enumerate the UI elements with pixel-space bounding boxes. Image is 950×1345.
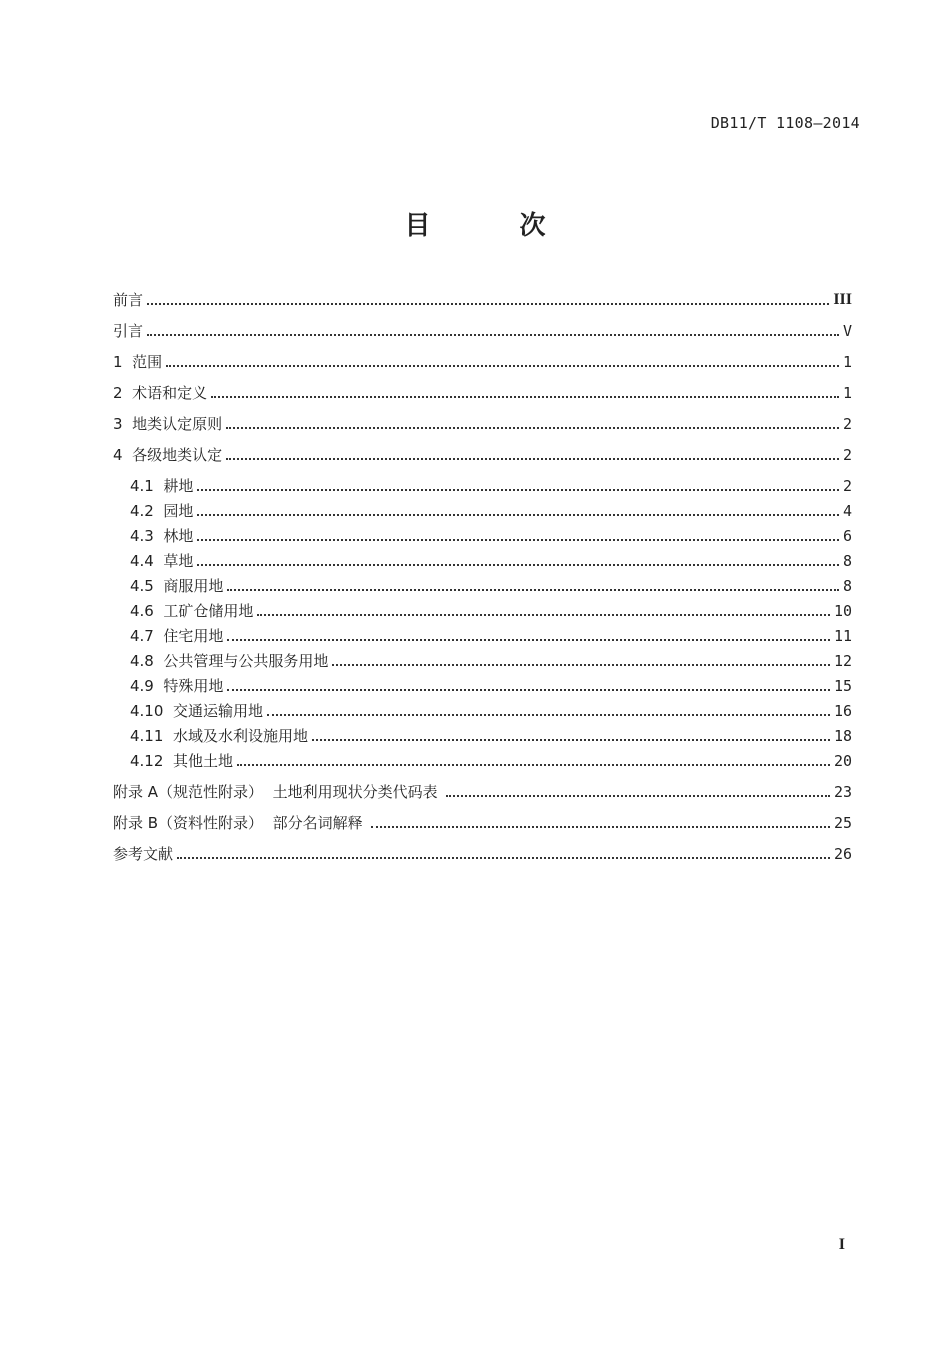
toc-entry-label: 附录 B（资料性附录） 部分名词解释 <box>113 814 368 832</box>
toc-entry-label: 参考文献 <box>113 845 174 863</box>
toc-entry[interactable] <box>130 522 852 546</box>
toc-entry-label: 各级地类认定 <box>132 446 223 464</box>
document-code: DB11/T 1108—2014 <box>710 114 860 132</box>
toc-entry[interactable] <box>113 809 852 833</box>
toc-leader-dots <box>147 333 839 336</box>
toc-entry-page: 23 <box>833 783 852 801</box>
toc-entry[interactable] <box>113 441 852 465</box>
toc-entry-number: 4.8 <box>130 652 164 670</box>
toc-entry-number: 4.2 <box>130 502 164 520</box>
toc-entry[interactable] <box>130 497 852 521</box>
toc-leader-dots <box>227 688 830 691</box>
toc-entry[interactable] <box>130 672 852 696</box>
toc-entry-label: 公共管理与公共服务用地 <box>163 652 329 670</box>
toc-entry-page: 11 <box>833 627 852 645</box>
toc-entry-page: 2 <box>842 477 852 495</box>
toc-entry-page: 2 <box>842 446 852 464</box>
toc-entry[interactable] <box>113 778 852 802</box>
toc-entry-page: 25 <box>833 814 852 832</box>
toc-leader-dots <box>166 364 839 367</box>
toc-entry-number: 4.6 <box>130 602 164 620</box>
toc-entry[interactable] <box>130 697 852 721</box>
toc-leader-dots <box>177 856 830 859</box>
toc-entry-number: 4.7 <box>130 627 164 645</box>
toc-leader-dots <box>147 302 829 305</box>
toc-entry-page: 8 <box>842 577 852 595</box>
toc-entry-page: 16 <box>833 702 852 720</box>
toc-entry-number: 2 <box>113 384 133 402</box>
toc-entry-label: 地类认定原则 <box>132 415 223 433</box>
toc-leader-dots <box>371 825 830 828</box>
toc-entry-page: 2 <box>842 415 852 433</box>
toc-leader-dots <box>197 563 839 566</box>
toc-leader-dots <box>227 638 830 641</box>
toc-entry-page: 10 <box>833 602 852 620</box>
toc-entry[interactable] <box>130 572 852 596</box>
toc-entry-label: 术语和定义 <box>132 384 208 402</box>
toc-entry-label: 园地 <box>163 502 194 520</box>
toc-leader-dots <box>226 426 839 429</box>
toc-leader-dots <box>197 513 839 516</box>
toc-entry-number: 4.4 <box>130 552 164 570</box>
toc-leader-dots <box>267 713 830 716</box>
toc-entry-number: 4.1 <box>130 477 164 495</box>
toc-entry-label: 引言 <box>113 322 144 340</box>
toc-entry-label: 住宅用地 <box>163 627 224 645</box>
toc-leader-dots <box>332 663 830 666</box>
toc-entry[interactable] <box>113 379 852 403</box>
toc-leader-dots <box>197 488 839 491</box>
toc-entry-number: 4 <box>113 446 133 464</box>
toc-entry-label: 范围 <box>132 353 163 371</box>
toc-entry[interactable] <box>113 410 852 434</box>
toc-entry-number: 1 <box>113 353 133 371</box>
toc-entry-page: V <box>842 322 852 340</box>
toc-entry-label: 耕地 <box>163 477 194 495</box>
toc-entry[interactable] <box>130 597 852 621</box>
toc-entry-page: 1 <box>842 384 852 402</box>
toc-entry-label: 交通运输用地 <box>172 702 263 720</box>
toc-entry-page: 26 <box>833 845 852 863</box>
toc-leader-dots <box>226 457 839 460</box>
toc-entry-label: 商服用地 <box>163 577 224 595</box>
toc-entry[interactable] <box>130 547 852 571</box>
toc-entry-page: 15 <box>833 677 852 695</box>
toc-entry[interactable] <box>130 622 852 646</box>
toc-entry-label: 水域及水利设施用地 <box>172 727 308 745</box>
toc-entry[interactable] <box>113 286 852 310</box>
toc-entry-label: 草地 <box>163 552 194 570</box>
toc-entry-page: 18 <box>833 727 852 745</box>
toc-entry-page: 1 <box>842 353 852 371</box>
toc-entry[interactable] <box>113 840 852 864</box>
toc-entry-number: 4.9 <box>130 677 164 695</box>
toc-leader-dots <box>197 538 839 541</box>
toc-entry-number: 4.10 <box>130 702 173 720</box>
toc-entry-label: 林地 <box>163 527 194 545</box>
toc-entry-label: 前言 <box>113 291 144 309</box>
toc-entry[interactable] <box>130 647 852 671</box>
toc-entry-number: 4.12 <box>130 752 173 770</box>
toc-entry-label: 特殊用地 <box>163 677 224 695</box>
toc-entry[interactable] <box>113 348 852 372</box>
toc-entry[interactable] <box>113 317 852 341</box>
toc-entry-page: 12 <box>833 652 852 670</box>
toc-entry-number: 3 <box>113 415 133 433</box>
toc-leader-dots <box>257 613 830 616</box>
toc-leader-dots <box>312 738 830 741</box>
toc-entry[interactable] <box>130 747 852 771</box>
toc-leader-dots <box>227 588 839 591</box>
toc-entry-label: 附录 A（规范性附录） 土地利用现状分类代码表 <box>113 783 443 801</box>
toc-entry[interactable] <box>130 472 852 496</box>
toc-entry-number: 4.5 <box>130 577 164 595</box>
toc-entry-number: 4.11 <box>130 727 173 745</box>
toc-leader-dots <box>446 794 830 797</box>
toc-entry-label: 工矿仓储用地 <box>163 602 254 620</box>
toc-leader-dots <box>211 395 839 398</box>
toc-entry-page: 20 <box>833 752 852 770</box>
toc-entry-number: 4.3 <box>130 527 164 545</box>
toc-entry[interactable] <box>130 722 852 746</box>
toc-entry-page: 8 <box>842 552 852 570</box>
toc-entry-page: 4 <box>842 502 852 520</box>
page-number: I <box>838 1236 845 1253</box>
toc-leader-dots <box>237 763 830 766</box>
toc-title: 目 次 <box>404 211 586 241</box>
toc-entry-page: III <box>833 291 852 308</box>
toc-entry-label: 其他土地 <box>172 752 233 770</box>
toc-entry-page: 6 <box>842 527 852 545</box>
